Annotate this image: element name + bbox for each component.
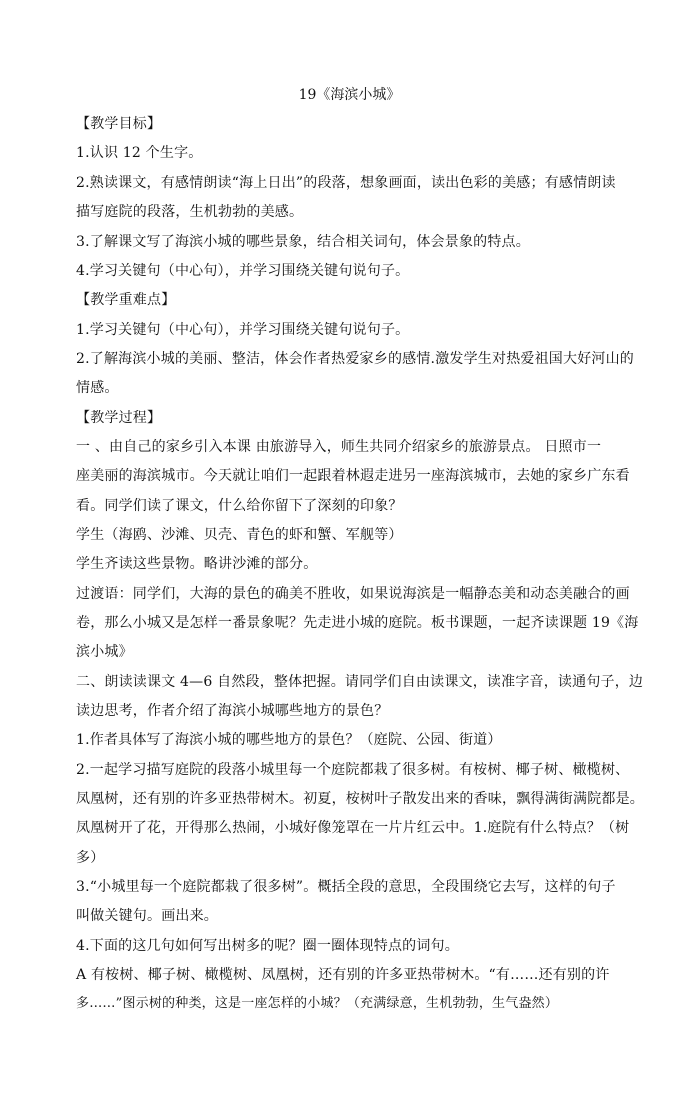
section-heading-objectives: 【教学目标】 [76,116,162,132]
text-line: 卷，那么小城又是怎样一番景象呢？先走进小城的庭院。板书课题，一起齐读课题 19《海 [76,615,639,631]
text-line: 2.熟读课文，有感情朗读“海上日出”的段落，想象画面，读出色彩的美感；有感情朗读 [76,175,616,191]
text-line: 3.“小城里每一个庭院都栽了很多树”。概括全段的意思，全段围绕它去写，这样的句子 [76,879,616,895]
text-line: 情感。 [76,380,119,396]
text-line: 叫做关键句。画出来。 [76,908,218,924]
document-title: 19《海滨小城》 [298,87,401,103]
section-heading-process: 【教学过程】 [76,410,162,426]
text-line: 过渡语：同学们，大海的景色的确美不胜收，如果说海滨是一幅静态美和动态美融合的画 [76,586,630,602]
text-line: 多） [76,850,105,866]
text-line: 1.作者具体写了海滨小城的哪些地方的景色？（庭院、公园、街道） [76,732,502,748]
text-line: 4.学习关键句（中心句），并学习围绕关键句说句子。 [76,263,410,279]
text-line: 读边思考，作者介绍了海滨小城哪些地方的景色？ [76,703,389,719]
text-line: 看。同学们读了课文，什么给你留下了深刻的印象？ [76,498,403,514]
text-line: 3.了解课文写了海滨小城的哪些景象，结合相关词句，体会景象的特点。 [76,234,530,250]
text-line: 2.了解海滨小城的美丽、整洁，体会作者热爱家乡的感情.激发学生对热爱祖国大好河山的 [76,351,635,367]
text-line: 1.学习关键句（中心句），并学习围绕关键句说句子。 [76,322,410,338]
text-line: 凤凰树开了花，开得那么热闹，小城好像笼罩在一片片红云中。1.庭院有什么特点？（树 [76,820,630,836]
text-line: 多……”图示树的种类，这是一座怎样的小城？（充满绿意，生机勃勃，生气盎然） [76,996,559,1011]
text-line: A 有桉树、椰子树、橄榄树、凤凰树，还有别的许多亚热带树木。“有……还有别的许 [76,967,610,983]
text-line: 学生（海鸥、沙滩、贝壳、青色的虾和蟹、军舰等） [76,527,403,543]
text-line: 1.认识 12 个生字。 [76,145,203,161]
text-line: 学生齐读这些景物。略讲沙滩的部分。 [76,556,318,572]
text-line: 滨小城》 [76,644,133,660]
text-line: 2.一起学习描写庭院的段落小城里每一个庭院都栽了很多树。有桉树、椰子树、橄榄树、 [76,762,630,778]
text-line: 凤凰树，还有别的许多亚热带树木。初夏，桉树叶子散发出来的香味，飘得满街满院都是。 [76,791,644,807]
section-heading-key-points: 【教学重难点】 [76,292,176,308]
text-line: 二、朗读读课文 4—6 自然段，整体把握。请同学们自由读课文，读准字音，读通句子，边 [76,674,644,690]
text-line: 4.下面的这几句如何写出树多的呢？圈一圈体现特点的词句。 [76,938,459,954]
text-line: 描写庭院的段落，生机勃勃的美感。 [76,204,304,220]
text-line: 一 、由自己的家乡引入本课 由旅游导入，师生共同介绍家乡的旅游景点。 日照市一 [76,439,602,455]
text-line: 座美丽的海滨城市。今天就让咱们一起跟着林遐走进另一座海滨城市，去她的家乡广东看 [76,468,630,484]
